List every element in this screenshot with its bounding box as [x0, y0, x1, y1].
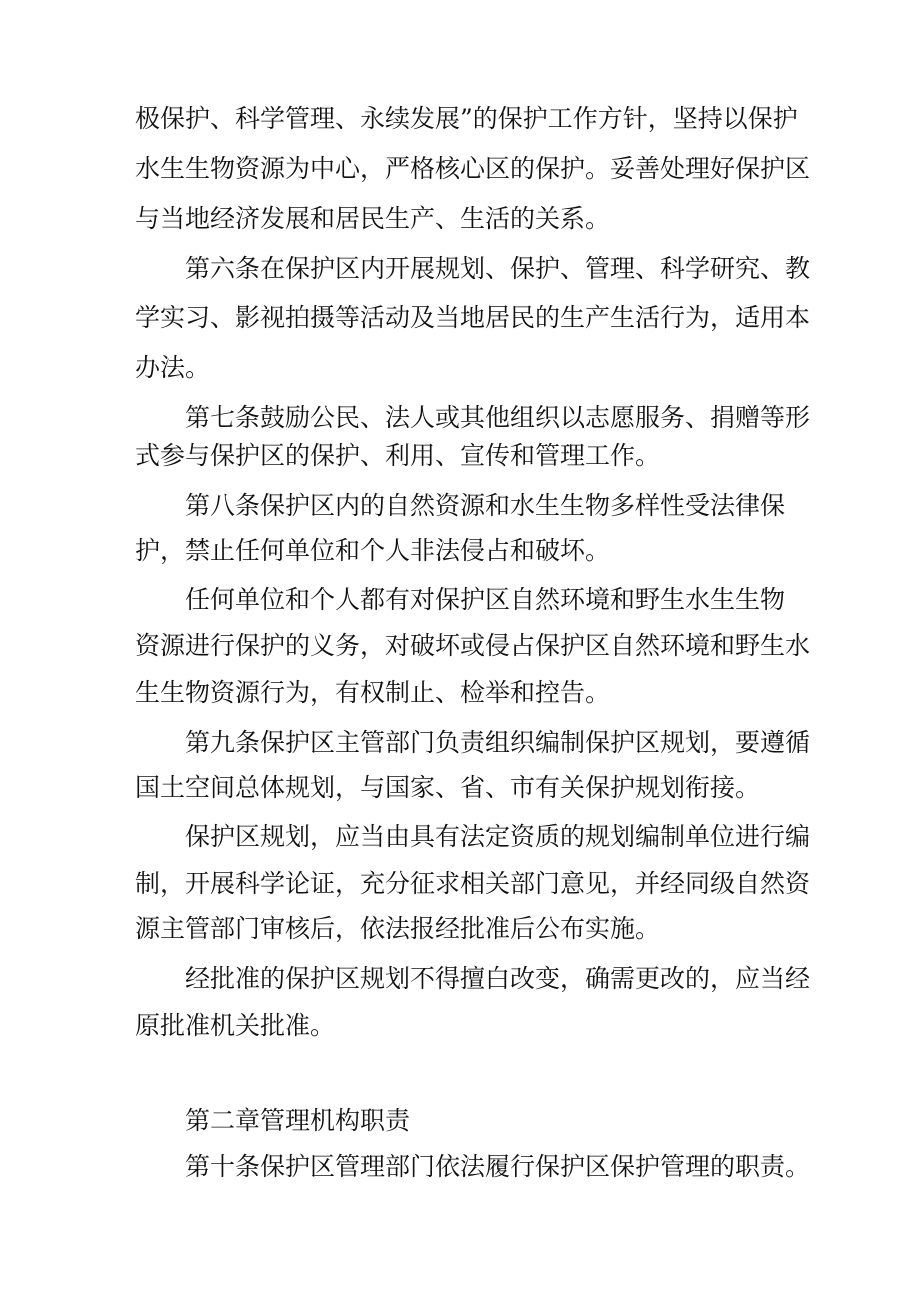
text-line: 办法。 [135, 353, 211, 382]
text-line: 第六条在保护区内开展规划、保护、管理、科学研究、教 [185, 254, 811, 283]
text-line: 国土空间总体规划，与国家、省、市有关保护规划衔接。 [135, 773, 761, 802]
text-line: 资源进行保护的义务，对破坏或侵占保护区自然环境和野生水 [135, 631, 811, 660]
text-line: 第九条保护区主管部门负责组织编制保护区规划，要遵循 [185, 728, 811, 757]
text-line: 原批准机关批准。 [135, 1011, 336, 1040]
text-line: 与当地经济发展和居民生产、生活的关系。 [135, 204, 611, 233]
text-line: 水生生物资源为中心，严格核心区的保护。妥善处理好保护区 [135, 154, 811, 183]
chapter-heading: 第二章管理机构职责 [185, 1106, 411, 1135]
text-line: 源主管部门审核后，依法报经批准后公布实施。 [135, 914, 661, 943]
text-line: 式参与保护区的保护、利用、宣传和管理工作。 [135, 441, 661, 470]
text-line: 学实习、影视拍摄等活动及当地居民的生产生活行为，适用本 [135, 303, 811, 332]
text-line: 第十条保护区管理部门依法履行保护区保护管理的职责。 [185, 1152, 811, 1181]
text-line: 制，开展科学论证，充分征求相关部门意见，并经同级自然资 [135, 869, 811, 898]
text-line: 经批准的保护区规划不得擅白改变，确需更改的，应当经 [185, 964, 811, 993]
text-line: 极保护、科学管理、永续发展”的保护工作方针，坚持以保护 [135, 104, 798, 133]
text-line: 生生物资源行为，有权制止、检举和控告。 [135, 678, 611, 707]
text-line: 第八条保护区内的自然资源和水生生物多样性受法律保 [185, 491, 786, 520]
text-line: 第七条鼓励公民、法人或其他组织以志愿服务、捐赠等形 [185, 403, 811, 432]
text-line: 护，禁止任何单位和个人非法侵占和破坏。 [135, 536, 611, 565]
text-line: 任何单位和个人都有对保护区自然环境和野生水生生物 [185, 585, 786, 614]
text-line: 保护区规划，应当由具有法定资质的规划编制单位进行编 [185, 822, 811, 851]
